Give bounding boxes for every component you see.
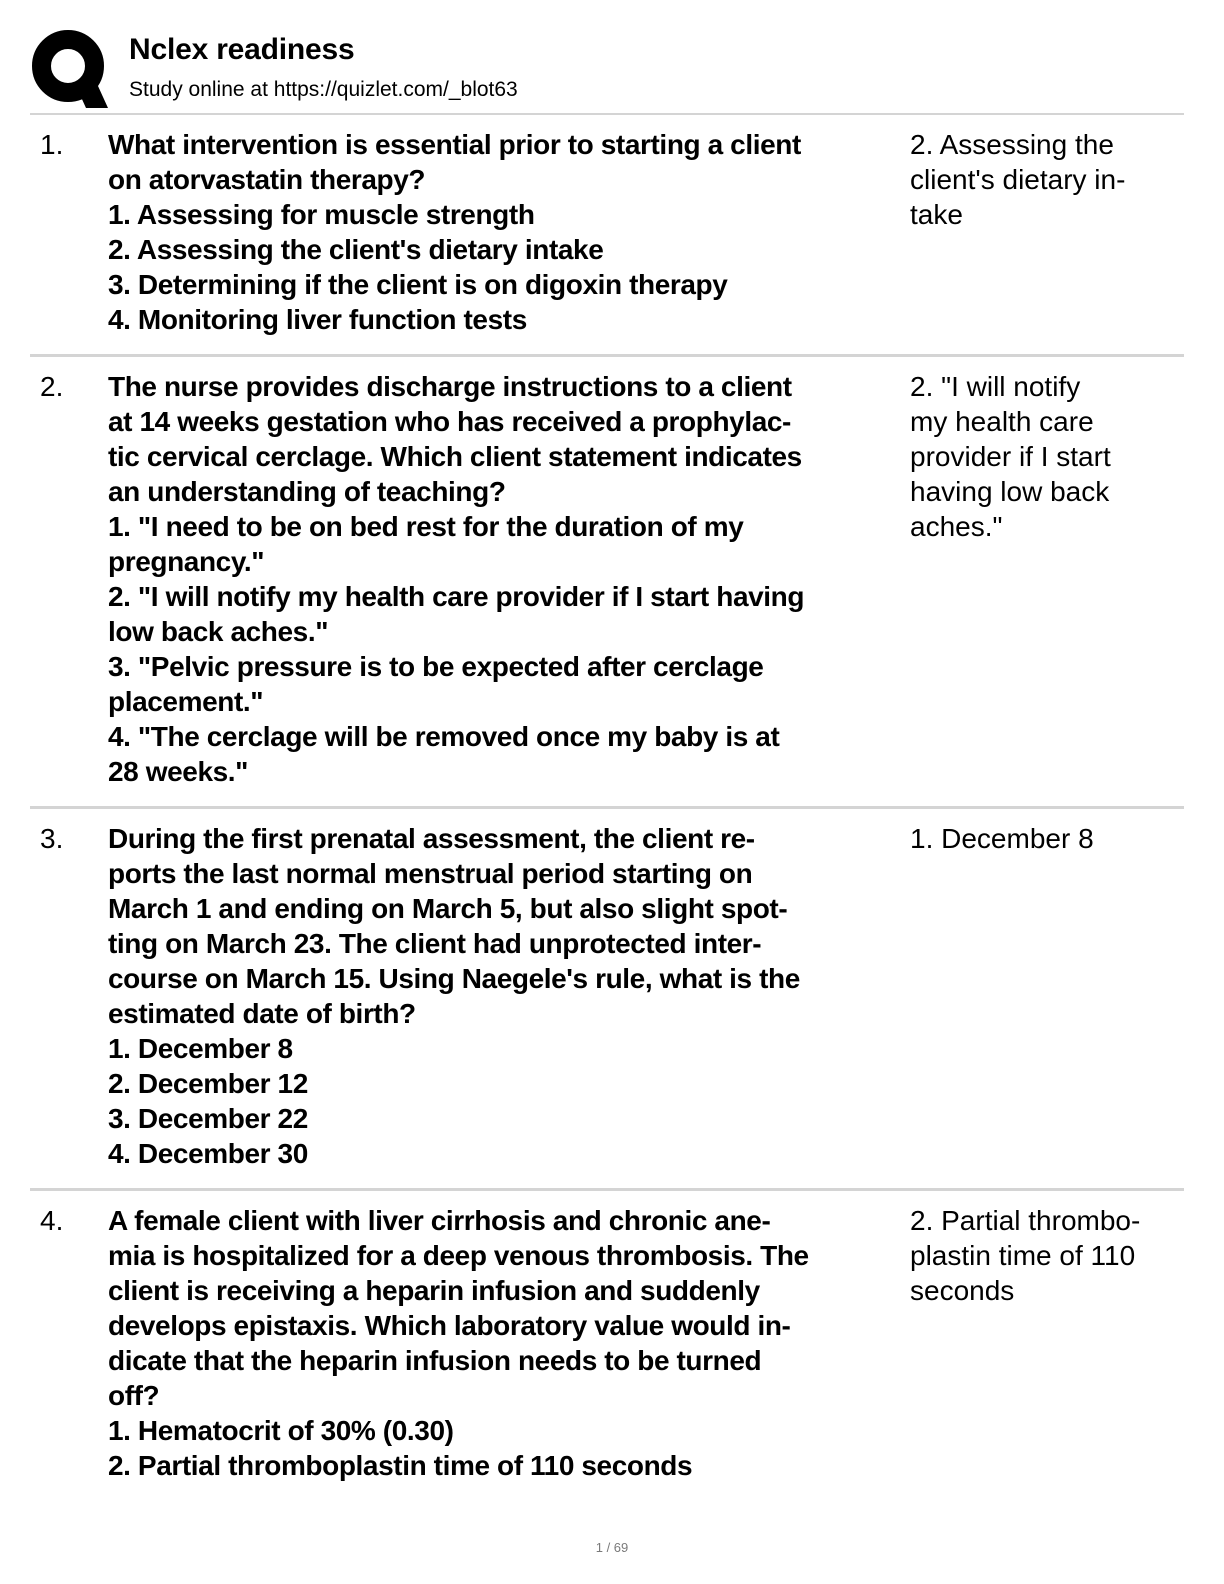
answer-line: 2. Partial thrombo- — [910, 1205, 1141, 1236]
question-line: client is receiving a heparin infusion and suddenly — [108, 1275, 760, 1306]
answer-line: plastin time of 110 — [910, 1240, 1136, 1271]
question-line: A female client with liver cirrhosis and chronic ane- — [108, 1205, 771, 1236]
question-line: During the first prenatal assessment, the client re- — [108, 823, 755, 854]
answer-line: client's dietary in- — [910, 164, 1126, 195]
card-question — [108, 1203, 908, 1483]
question-line: on atorvastatin therapy? — [108, 164, 426, 195]
question-line: 28 weeks." — [108, 756, 249, 787]
page-header — [32, 30, 1182, 110]
card-number: 3. — [40, 823, 64, 854]
answer-line: my health care — [910, 406, 1094, 437]
flashcard-row — [30, 809, 1184, 1191]
question-line: 2. Partial thromboplastin time of 110 seconds — [108, 1450, 693, 1481]
document-title: Nclex readiness — [129, 33, 355, 66]
card-answer — [908, 1203, 1184, 1483]
page-number: 1 / 69 — [595, 1540, 629, 1555]
question-line: dicate that the heparin infusion needs to be turned — [108, 1345, 762, 1376]
question-line: 2. Assessing the client's dietary intake — [108, 234, 604, 265]
question-line: low back aches." — [108, 616, 329, 647]
flashcard-row — [30, 357, 1184, 809]
answer-line: seconds — [910, 1275, 1015, 1306]
question-line: course on March 15. Using Naegele's rule, what is the — [108, 963, 800, 994]
question-line: develops epistaxis. Which laboratory value would in- — [108, 1310, 791, 1341]
answer-line: aches." — [910, 511, 1003, 542]
flashcard-row — [30, 115, 1184, 357]
question-line: 3. "Pelvic pressure is to be expected after cerclage — [108, 651, 764, 682]
question-line: 1. December 8 — [108, 1033, 293, 1064]
flashcard-row — [30, 1191, 1184, 1500]
question-line: 2. December 12 — [108, 1068, 308, 1099]
card-answer — [908, 369, 1184, 789]
answer-line: 1. December 8 — [910, 823, 1094, 854]
question-line: 1. Assessing for muscle strength — [108, 199, 535, 230]
card-question — [108, 821, 908, 1171]
answer-line: take — [910, 199, 963, 230]
question-line: 3. Determining if the client is on digoxin therapy — [108, 269, 728, 300]
answer-line: provider if I start — [910, 441, 1111, 472]
question-line: 3. December 22 — [108, 1103, 308, 1134]
question-line: 1. "I need to be on bed rest for the duration of my — [108, 511, 744, 542]
question-line: ting on March 23. The client had unprotected inter- — [108, 928, 762, 959]
question-line: The nurse provides discharge instructions to a client — [108, 371, 792, 402]
card-number: 2. — [40, 371, 64, 402]
answer-line: 2. Assessing the — [910, 129, 1114, 160]
question-line: March 1 and ending on March 5, but also slight spot- — [108, 893, 788, 924]
question-line: estimated date of birth? — [108, 998, 416, 1029]
quizlet-q-logo-icon — [32, 30, 110, 108]
card-answer — [908, 127, 1184, 337]
question-line: pregnancy." — [108, 546, 265, 577]
answer-line: 2. "I will notify — [910, 371, 1081, 402]
question-line: 4. Monitoring liver function tests — [108, 304, 527, 335]
question-line: 1. Hematocrit of 30% (0.30) — [108, 1415, 454, 1446]
question-line: placement." — [108, 686, 264, 717]
flashcard-list — [30, 115, 1184, 1500]
card-number: 4. — [40, 1205, 64, 1236]
card-answer — [908, 821, 1184, 1171]
study-online-link-text: Study online at https://quizlet.com/_blot63 — [129, 78, 518, 101]
card-number: 1. — [40, 129, 64, 160]
question-line: 4. "The cerclage will be removed once my baby is at — [108, 721, 780, 752]
card-question — [108, 127, 908, 337]
answer-line: having low back — [910, 476, 1110, 507]
question-line: What intervention is essential prior to starting a client — [108, 129, 801, 160]
card-question — [108, 369, 908, 789]
question-line: 2. "I will notify my health care provider if I start having — [108, 581, 805, 612]
question-line: ports the last normal menstrual period starting on — [108, 858, 753, 889]
question-line: at 14 weeks gestation who has received a prophylac- — [108, 406, 791, 437]
question-line: 4. December 30 — [108, 1138, 308, 1169]
question-line: an understanding of teaching? — [108, 476, 506, 507]
question-line: off? — [108, 1380, 160, 1411]
question-line: tic cervical cerclage. Which client statement indicates — [108, 441, 802, 472]
question-line: mia is hospitalized for a deep venous thrombosis. The — [108, 1240, 809, 1271]
